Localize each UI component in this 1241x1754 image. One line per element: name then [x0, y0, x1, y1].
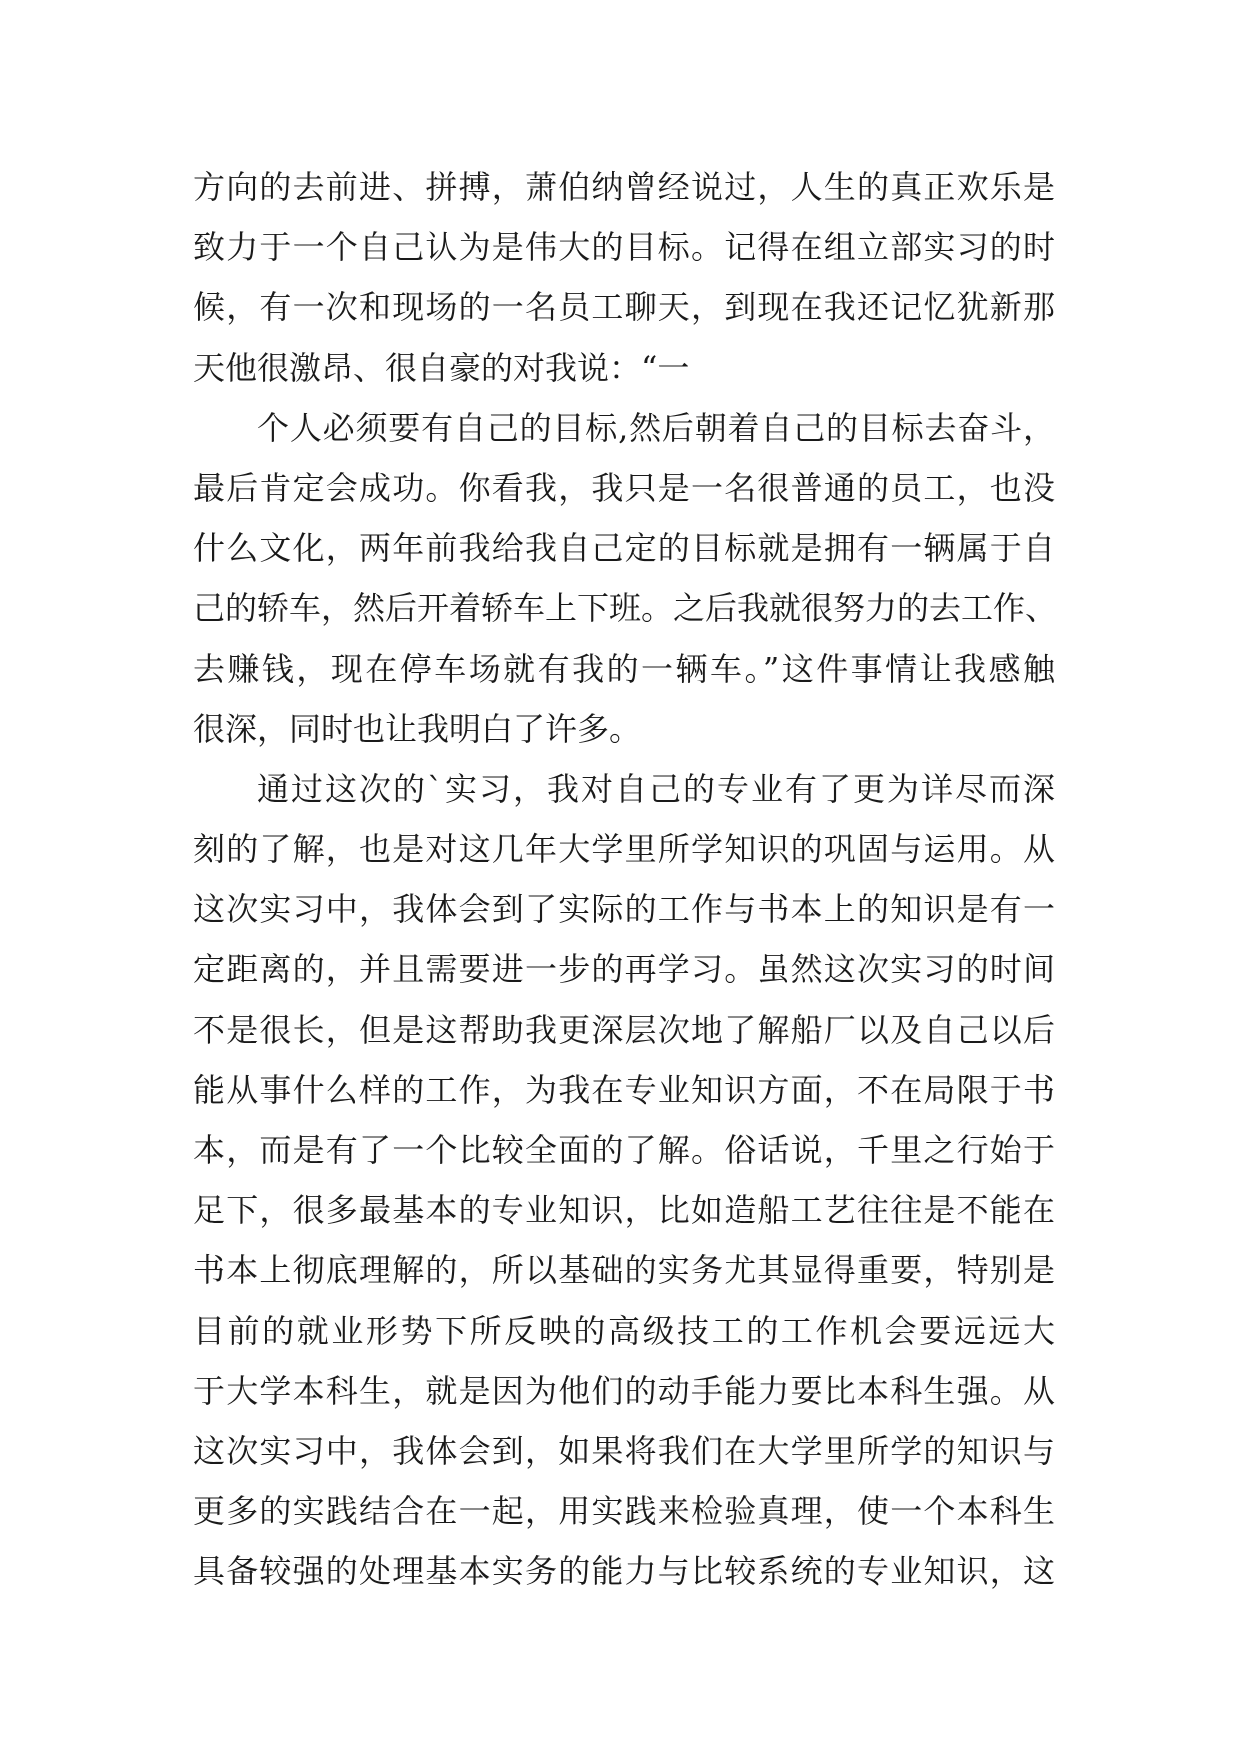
text-line: 最后肯定会成功。你看我，我只是一名很普通的员工，也没 [193, 468, 1055, 507]
text-line: 本，而是有了一个比较全面的了解。俗话说，千里之行始于 [193, 1131, 1055, 1169]
text-line: 这次实习中，我体会到，如果将我们在大学里所学的知识与 [193, 1431, 1055, 1470]
text-line: 己的轿车，然后开着轿车上下班。之后我就很努力的去工作、 [193, 589, 1058, 628]
text-line: 更多的实践结合在一起，用实践来检验真理，使一个本科生 [193, 1492, 1055, 1531]
body-text [193, 157, 1058, 1602]
text-line: 方向的去前进、拼搏，萧伯纳曾经说过，人生的真正欢乐是 [193, 168, 1055, 206]
text-line: 具备较强的处理基本实务的能力与比较系统的专业知识，这 [193, 1552, 1055, 1591]
text-line: 足下，很多最基本的专业知识，比如造船工艺往往是不能在 [193, 1191, 1055, 1230]
text-line: 刻的了解，也是对这几年大学里所学知识的巩固与运用。从 [193, 830, 1055, 869]
text-line: 什么文化，两年前我给我自己定的目标就是拥有一辆属于自 [193, 529, 1055, 568]
text-line: 目前的就业形势下所反映的高级技工的工作机会要远远大 [193, 1311, 1055, 1350]
text-line: 书本上彻底理解的，所以基础的实务尤其显得重要，特别是 [193, 1251, 1055, 1290]
text-line: 于大学本科生，就是因为他们的动手能力要比本科生强。从 [193, 1371, 1055, 1410]
text-line: 不是很长，但是这帮助我更深层次地了解船厂以及自己以后 [193, 1010, 1055, 1049]
paragraph-first-line: 个人必须要有自己的目标,然后朝着自己的目标去奋斗， [257, 408, 1055, 447]
text-line: 致力于一个自己认为是伟大的目标。记得在组立部实习的时 [193, 228, 1055, 267]
paragraph-first-line: 通过这次的`实习，我对自己的专业有了更为详尽而深 [257, 769, 1055, 808]
text-line: 去赚钱，现在停车场就有我的一辆车。”这件事情让我感触 [193, 649, 1055, 688]
text-line: 能从事什么样的工作，为我在专业知识方面，不在局限于书 [193, 1070, 1055, 1109]
text-line: 很深，同时也让我明白了许多。 [193, 709, 642, 748]
text-line: 这次实习中，我体会到了实际的工作与书本上的知识是有一 [193, 890, 1055, 929]
text-line: 定距离的，并且需要进一步的再学习。虽然这次实习的时间 [193, 950, 1055, 989]
text-line: 天他很激昂、很自豪的对我说：“一 [193, 348, 690, 387]
text-line: 候，有一次和现场的一名员工聊天，到现在我还记忆犹新那 [193, 288, 1055, 327]
